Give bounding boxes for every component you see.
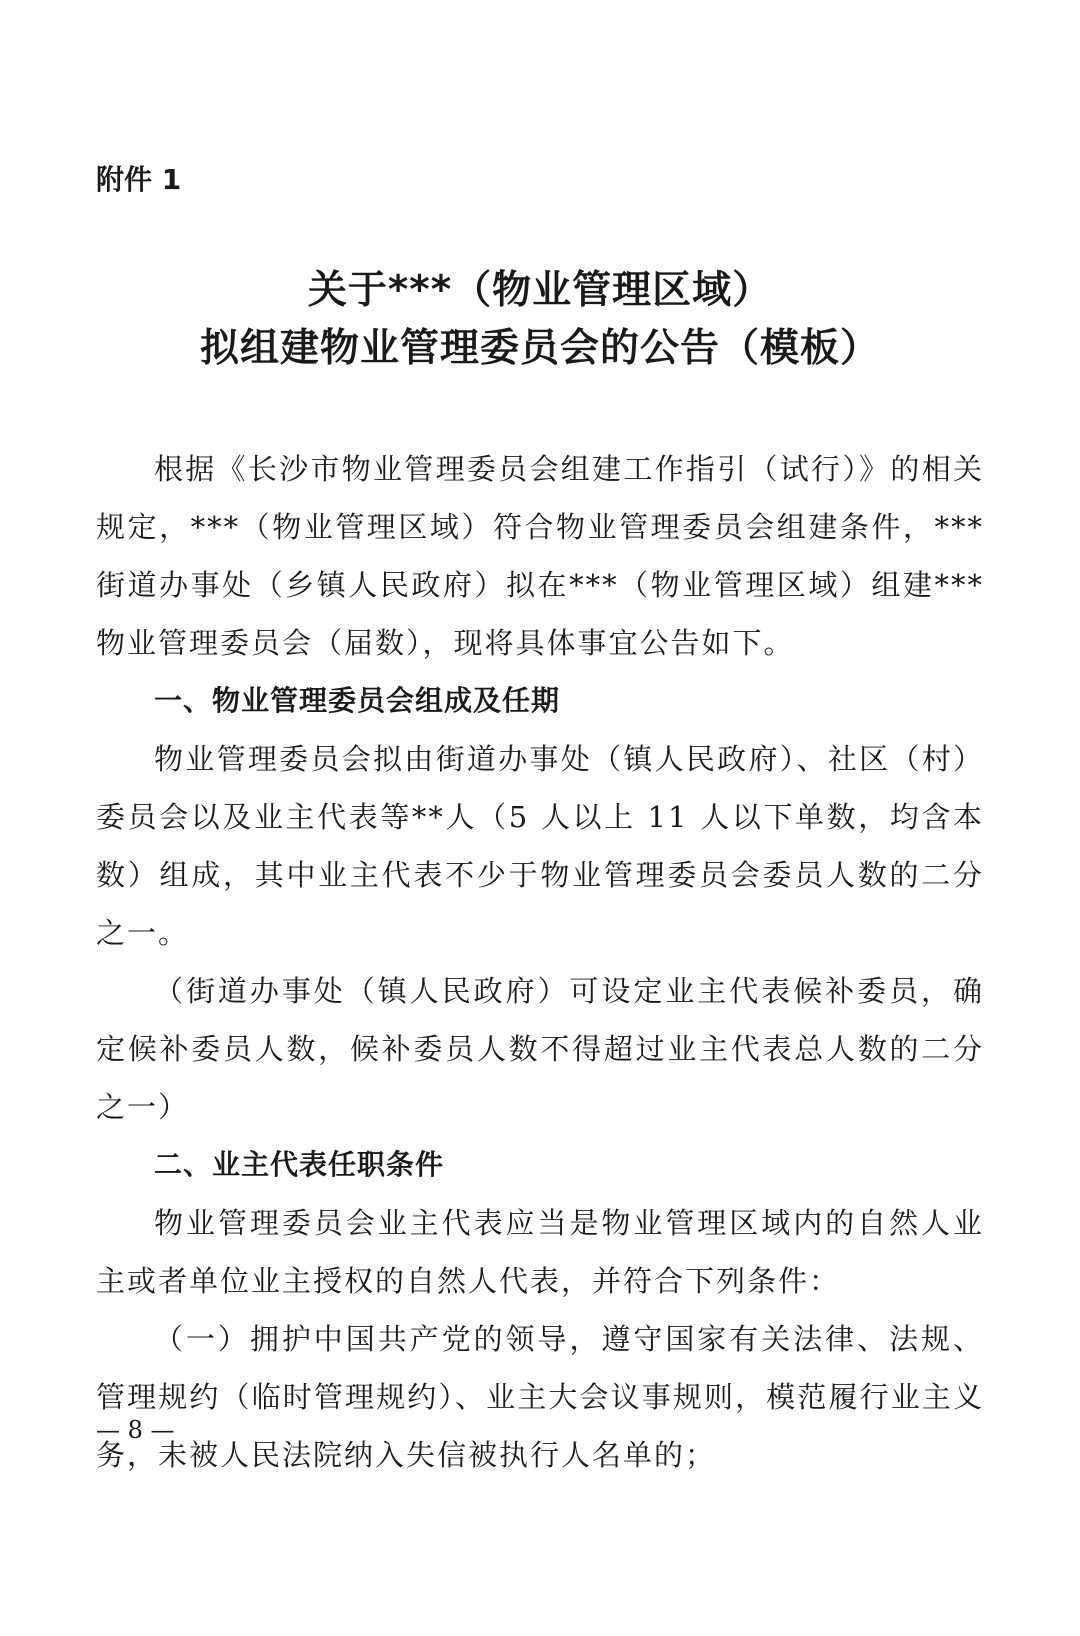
page-number: — 8 — <box>96 1416 175 1444</box>
title-line-1: 关于***（物业管理区域） <box>307 268 773 313</box>
document-title <box>96 262 984 378</box>
document-body <box>96 440 984 1484</box>
section-2-heading: 二、业主代表任职条件 <box>154 1148 445 1181</box>
section-2-paragraph-1: 物业管理委员会业主代表应当是物业管理区域内的自然人业主或者单位业主授权的自然人代表，并符合下列条件： <box>96 1206 984 1298</box>
intro-paragraph: 根据《长沙市物业管理委员会组建工作指引（试行）》的相关规定，***（物业管理区域）符合物业管理委员会组建条件，***街道办事处（乡镇人民政府）拟在***（物业管理区域）组建***物业管理委员会（届数），现将具体事宜公告如下。 <box>96 452 984 660</box>
section-1-heading: 一、物业管理委员会组成及任期 <box>154 684 561 717</box>
section-1-paragraph-1: 物业管理委员会拟由街道办事处（镇人民政府）、社区（村）委员会以及业主代表等**人（5 人以上 11 人以下单数，均含本数）组成，其中业主代表不少于物业管理委员会委员人数的二分之一。 <box>96 742 984 950</box>
section-1-paragraph-2: （街道办事处（镇人民政府）可设定业主代表候补委员，确定候补委员人数，候补委员人数不得超过业主代表总人数的二分之一） <box>96 974 984 1124</box>
title-line-2: 拟组建物业管理委员会的公告（模板） <box>199 326 880 371</box>
section-2-item-1: （一）拥护中国共产党的领导，遵守国家有关法律、法规、管理规约（临时管理规约）、业主大会议事规则，模范履行业主义务，未被人民法院纳入失信被执行人名单的； <box>96 1322 984 1472</box>
attachment-label: 附件 1 <box>96 163 182 196</box>
